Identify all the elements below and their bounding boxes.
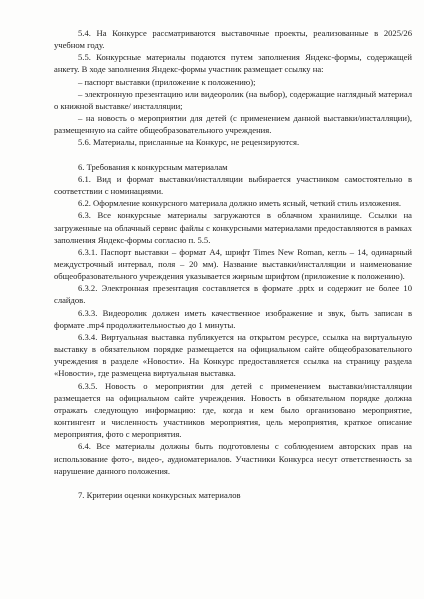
paragraph-6-4: 6.4. Все материалы должны быть подготовлены с соблюдением авторских прав на использование фото-, видео-, аудиоматериалов. Участники Конкурса несут ответственность за нарушение данного положения. [54,441,412,476]
paragraph-6-3-2: 6.3.2. Электронная презентация составляется в формате .pptx и содержит не более 10 слайдов. [54,283,412,306]
spacer [54,149,412,161]
paragraph-6-3: 6.3. Все конкурсные материалы загружаются в облачном хранилище. Ссылки на загруженные на облачный сервис файлы с конкурсными материалами предоставляются в рамках заполнения Яндекс-формы согласно п. 5.5. [54,210,412,245]
list-item-passport: – паспорт выставки (приложение к положению); [78,76,256,87]
paragraph-6-1: 6.1. Вид и формат выставки/инсталляции выбирается участником самостоятельно в соответствии с номинациями. [54,173,412,197]
list-item-news: – на новость о мероприятии для детей (с применением данной выставки/инсталляции), размещенную на сайте общеобразовательного учреждения. [54,113,412,136]
paragraph-6-3-4: 6.3.4. Виртуальная выставка публикуется на открытом ресурсе, ссылка на виртуальную выставку в обязательном порядке размещается на официальном сайте общеобразовательного учреждения в разделе «Новости». На Конкурс предоставляется ссылка на страницу раздела «Новости», где размещена виртуальная выставка. [54,331,412,379]
list-item-presentation: – электронную презентацию или видеоролик (на выбор), содержащие наглядный материал о книжной выставке/ инсталляции; [54,88,412,111]
paragraph-6-3-1: 6.3.1. Паспорт выставки – формат А4, шрифт Times New Roman, кегль – 14, одинарный междустрочный интервал, поля – 20 мм). Название выставки/инсталляции и наименование общеобразовательного учреждения указывается жирным шрифтом (приложение к положению). [54,246,412,282]
spacer [54,477,412,489]
paragraph-6-3-5: 6.3.5. Новость о мероприятии для детей с применением выставки/инсталляции размещается на официальном сайте учреждения. Новость в обязательном порядке должна отражать следующую информацию: где, когда и кем было организовано мероприятие, контингент и численность участников мероприятия, цель мероприятия, краткое описание мероприятия, фото с мероприятия. [54,380,412,440]
paragraph-5-5: 5.5. Конкурсные материалы подаются путем заполнения Яндекс-формы, содержащей анкету. В ходе заполнения Яндекс-формы участник размещает ссылку на: [54,52,412,75]
document-body [54,27,412,501]
section-6-heading: 6. Требования к конкурсным материалам [78,161,228,172]
paragraph-5-4: 5.4. На Конкурсе рассматриваются выставочные проекты, реализованные в 2025/26 учебном году. [54,28,412,51]
paragraph-6-2: 6.2. Оформление конкурсного материала должно иметь ясный, четкий стиль изложения. [78,198,402,209]
section-7-heading: 7. Критерии оценки конкурсных материалов [78,490,241,500]
paragraph-5-6: 5.6. Материалы, присланные на Конкурс, не рецензируются. [78,137,300,148]
paragraph-6-3-3: 6.3.3. Видеоролик должен иметь качественное изображение и звук, быть записан в формате .mp4 продолжительностью до 1 минуты. [54,307,412,330]
